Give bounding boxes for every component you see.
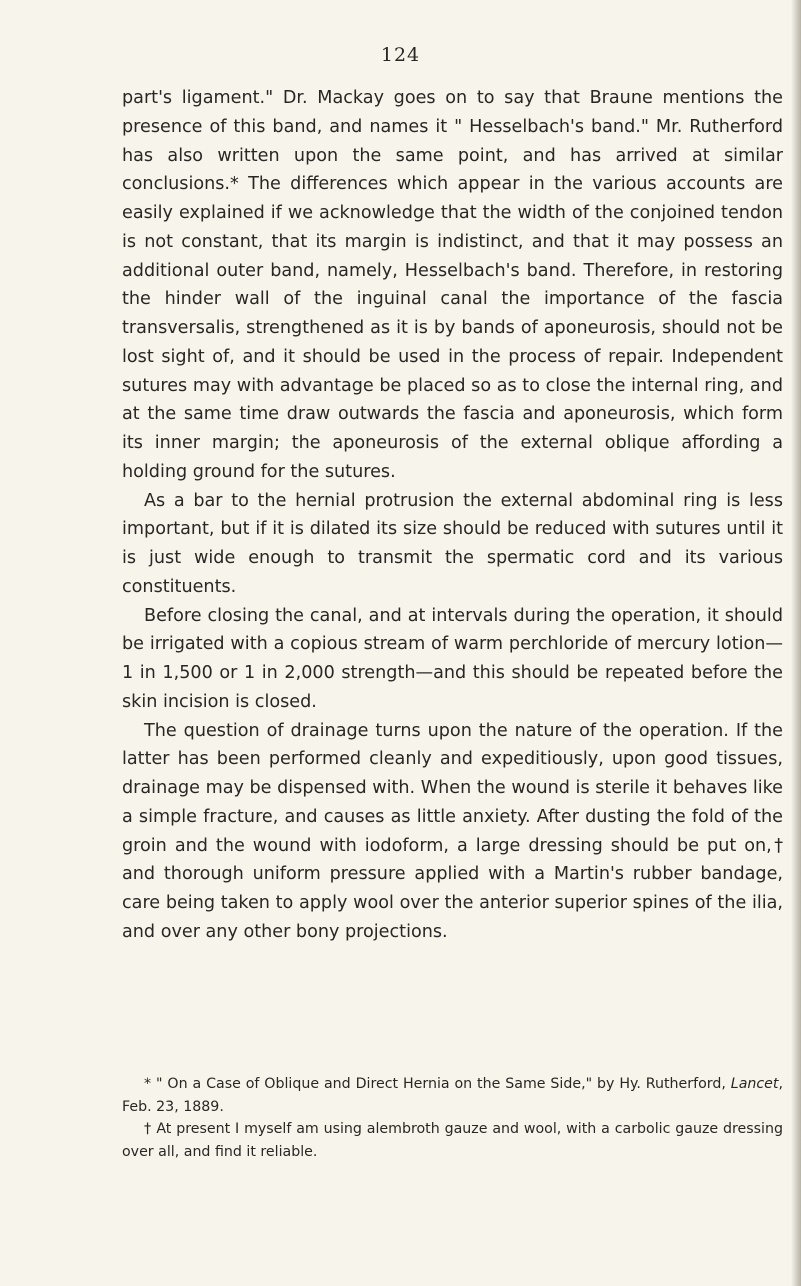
paragraph-4: The question of drainage turns upon the nature of the operation. If the latter has been performed cleanly and expeditiously, upon good tissues, drainage may be dispensed with. When the wound is sterile it behaves like a simple fracture, and causes as little anxiety. After dusting the fold of the groin and the wound with iodoform, a large dressing should be put on,† and thorough uniform pressure applied with a Martin's rubber bandage, care being taken to apply wool over the anterior superior spines of the ilia, and over any other bony projections. xyxy=(122,720,783,942)
footnote-2-text: † At present I myself am using alembroth gauze and wool, with a carbolic gauze dressing over all, and find it reliable. xyxy=(122,1121,783,1160)
paragraph-1: part's ligament." Dr. Mackay goes on to say that Braune mentions the presence of this band, and names it " Hesselbach's band." Mr. Rutherford has also written upon the same point, and has arrived at similar conclusions.* The differences which appear in the various accounts are easily explained if we acknowledge that the width of the conjoined tendon is not constant, that its margin is indistinct, and that it may possess an additional outer band, namely, Hesselbach's band. Therefore, in restoring the hinder wall of the inguinal canal the importance of the fascia transversalis, strengthened as it is by bands of aponeurosis, should not be lost sight of, and it should be used in the process of repair. Independent sutures may with advantage be placed so as to close the internal ring, and at the same time draw outwards the fascia and aponeurosis, which form its inner margin; the aponeurosis of the external oblique affording a holding ground for the sutures. xyxy=(122,88,783,482)
page-edge-shadow xyxy=(791,0,801,1286)
footnote-1-journal: Lancet xyxy=(730,1076,779,1092)
footnote-2 xyxy=(122,1118,783,1163)
paragraph-2: As a bar to the hernial protrusion the external abdominal ring is less important, but if it is dilated its size should be reduced with sutures until it is just wide enough to transmit the spermatic cord and its various constituents. xyxy=(122,490,783,597)
footnote-1-text: * " On a Case of Oblique and Direct Hernia on the Same Side," by Hy. Rutherford, xyxy=(144,1076,731,1092)
paragraph-3: Before closing the canal, and at intervals during the operation, it should be irrigated with a copious stream of warm perchloride of mercury lotion—1 in 1,500 or 1 in 2,000 strength—and this should be repeated before the skin incision is closed. xyxy=(122,605,783,712)
footnote-1 xyxy=(122,1073,783,1118)
page-number: 124 xyxy=(380,44,421,66)
footnote-1-date: , Feb. 23, 1889. xyxy=(122,1076,783,1115)
body-text xyxy=(122,84,783,947)
footnotes xyxy=(122,1073,783,1163)
